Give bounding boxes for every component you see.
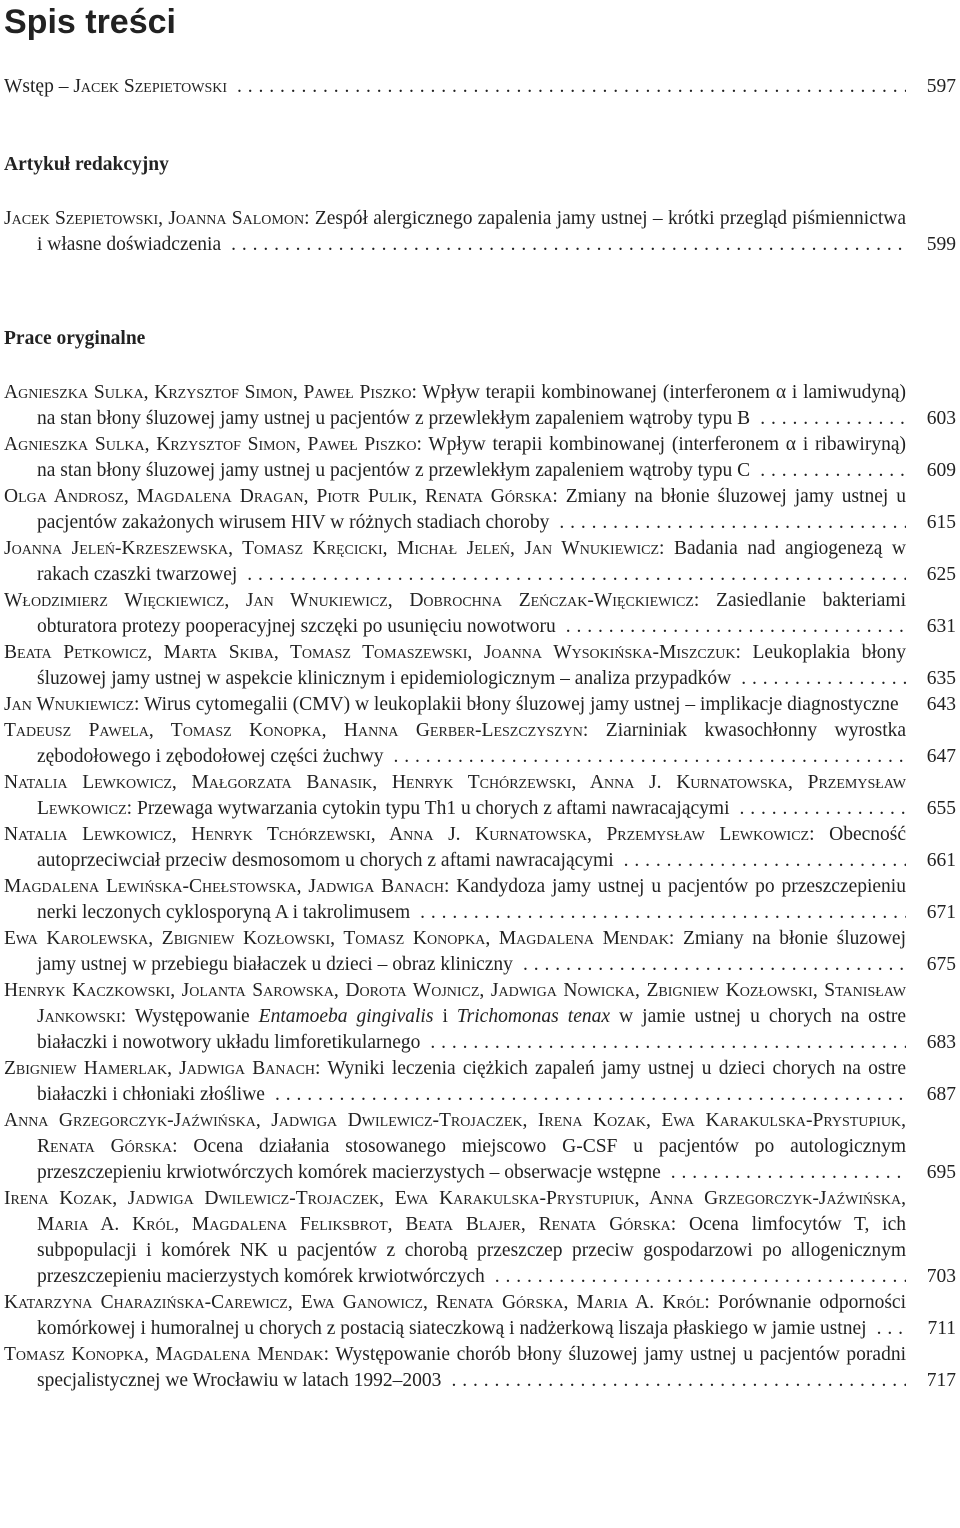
toc-entry[interactable] (4, 1290, 956, 1342)
entry-title: Kandydoza jamy ustnej u pacjentów po przeszczepieniu nerki leczonych cyklosporyną A i takrolimusem (37, 876, 906, 923)
entry-page-number: 683 (906, 1030, 956, 1056)
entry-text (4, 770, 906, 822)
toc-entry[interactable] (4, 206, 956, 258)
entry-authors: Tomasz Konopka, Magdalena Mendak: (4, 1344, 329, 1365)
entry-authors: Joanna Jeleń-Krzeszewska, Tomasz Kręcicki, Michał Jeleń, Jan Wnukiewicz: (4, 538, 665, 559)
entry-text (4, 74, 906, 100)
entry-last-line (4, 1110, 906, 1183)
entry-authors: Zbigniew Hamerlak, Jadwiga Banach: (4, 1058, 321, 1079)
entry-text (4, 874, 906, 926)
entry-text (4, 1342, 906, 1394)
entry-page-number: 597 (906, 74, 956, 100)
entry-title: Porównanie odporności komórkowej i humoralnej u chorych z postacią siateczkową i nadżerkową liszaja płaskiego w jamie ustnej (37, 1292, 906, 1339)
entry-page-number: 609 (906, 458, 956, 484)
entry-page-number: 703 (906, 1264, 956, 1290)
entry-page-number: 615 (906, 510, 956, 536)
toc-entry[interactable] (4, 1342, 956, 1394)
entry-authors: Natalia Lewkowicz, Henryk Tchórzewski, Anna J. Kurnatowska, Przemysław Lewkowicz: (4, 824, 815, 845)
entry-authors: Agnieszka Sulka, Krzysztof Simon, Paweł Piszko: (4, 382, 417, 403)
toc-entry[interactable] (4, 380, 956, 432)
toc-entry[interactable] (4, 692, 956, 718)
entry-last-line (4, 1058, 906, 1105)
toc-entry[interactable] (4, 588, 956, 640)
entry-page-number: 599 (906, 232, 956, 258)
entry-authors: Magdalena Lewińska-Chełstowska, Jadwiga Banach: (4, 876, 450, 897)
entry-text (4, 1186, 906, 1290)
entry-title: Wyniki leczenia ciężkich zapaleń jamy ustnej u dzieci chorych na ostre białaczki i chłoniaki złośliwe (37, 1058, 906, 1105)
spacer (4, 310, 960, 326)
toc-entry[interactable] (4, 1186, 956, 1290)
entry-page-number: 695 (906, 1160, 956, 1186)
entry-page-number: 643 (906, 692, 956, 718)
entry-page-number: 717 (906, 1368, 956, 1394)
toc-entry[interactable] (4, 484, 956, 536)
entry-last-line (4, 876, 906, 923)
toc-entry[interactable] (4, 718, 956, 770)
entry-last-line (4, 486, 906, 533)
entry-text (4, 432, 906, 484)
entry-authors: Ewa Karolewska, Zbigniew Kozłowski, Tomasz Konopka, Magdalena Mendak: (4, 928, 675, 949)
entry-page-number: 635 (906, 666, 956, 692)
entry-title-species: Entamoeba gingivalis (258, 1006, 434, 1027)
entry-authors: Beata Petkowicz, Marta Skiba, Tomasz Tomaszewski, Joanna Wysokińska-Miszczuk: (4, 642, 741, 663)
entry-page-number: 625 (906, 562, 956, 588)
entry-title: Badania nad angiogenezą w rakach czaszki twarzowej (37, 538, 906, 585)
entry-last-line (4, 208, 906, 255)
entry-title: Obecność autoprzeciwciał przeciw desmosomom u chorych z aftami nawracającymi (37, 824, 906, 871)
toc-entry[interactable] (4, 640, 956, 692)
entry-authors: Jacek Szepietowski, Joanna Salomon: (4, 208, 310, 229)
entry-title: Zespół alergicznego zapalenia jamy ustnej – krótki przegląd piśmiennictwa i własne doświadczenia (37, 208, 906, 255)
entry-page-number: 711 (906, 1316, 956, 1342)
entry-authors: Jacek Szepietowski (73, 76, 228, 97)
entry-title: Zmiany na błonie śluzowej jamy ustnej w przebiegu białaczek u dzieci – obraz kliniczny (37, 928, 906, 975)
entry-text (4, 926, 906, 978)
entry-title: Leukoplakia błony śluzowej jamy ustnej w aspekcie klinicznym i epidemiologicznym – analiza przypadków (37, 642, 906, 689)
entry-title: Wpływ terapii kombinowanej (interferonem α i ribawiryną) na stan błony śluzowej jamy ustnej u pacjentów z przewlekłym zapaleniem wątroby typu C (37, 434, 906, 481)
toc-entry[interactable] (4, 770, 956, 822)
entry-title: Zmiany na błonie śluzowej jamy ustnej u pacjentów zakażonych wirusem HIV w różnych stadiach choroby (37, 486, 906, 533)
entry-title-species: Trichomonas tenax (456, 1006, 611, 1027)
toc-entry[interactable] (4, 432, 956, 484)
entry-text (4, 1056, 906, 1108)
entry-title: Występowanie (134, 1006, 250, 1027)
entry-authors: Agnieszka Sulka, Krzysztof Simon, Paweł Piszko: (4, 434, 422, 455)
entry-text (4, 588, 906, 640)
entry-text (4, 1290, 906, 1342)
entry-authors: Katarzyna Charazińska-Carewicz, Ewa Ganowicz, Renata Górska, Maria A. Król: (4, 1292, 710, 1313)
entry-text (4, 484, 906, 536)
toc-entry[interactable] (4, 874, 956, 926)
entry-last-line (4, 434, 906, 481)
entry-last-line (4, 720, 906, 767)
entry-text (4, 640, 906, 692)
entry-title: Ocena działania stosowanego miejscowo G-CSF u pacjentów po autologicznym przeszczepieniu krwiotwórczych komórek macierzystych – obserwacje wstępne (37, 1136, 906, 1183)
toc-entry[interactable] (4, 822, 956, 874)
entry-last-line (4, 1188, 906, 1287)
entry-title: w jamie ustnej u chorych na ostre białaczki i nowotwory układu limforetikularnego (37, 1006, 906, 1053)
toc-entry[interactable] (4, 1108, 956, 1186)
entry-text (4, 536, 906, 588)
toc-entry[interactable] (4, 1056, 956, 1108)
entry-title: Wirus cytomegalii (CMV) w leukoplakii błony śluzowej jamy ustnej – implikacje diagnostyczne (144, 694, 899, 715)
entry-text (4, 206, 906, 258)
entry-authors: Irena Kozak, Jadwiga Dwilewicz-Trojaczek, Ewa Karakulska-Prystupiuk, Anna Grzegorczyk-Jaźwińska, Maria A. Król, Magdalena Feliksbrot, Beata Blajer, Renata Górska: (4, 1188, 906, 1235)
entry-text (4, 692, 906, 718)
entry-title: Ziarniniak kwasochłonny wyrostka zębodołowego i zębodołowej części żuchwy (37, 720, 906, 767)
section-heading: Prace oryginalne (4, 328, 146, 349)
intro-label: Wstęp – (4, 76, 69, 97)
entry-last-line (4, 590, 906, 637)
entry-authors: Tadeusz Pawela, Tomasz Konopka, Hanna Gerber-Leszczyszyn: (4, 720, 589, 741)
spacer (4, 178, 960, 206)
toc-entry[interactable] (4, 978, 956, 1056)
entry-page-number: 687 (906, 1082, 956, 1108)
entry-last-line (4, 76, 231, 97)
entry-page-number: 647 (906, 744, 956, 770)
toc-entry[interactable] (4, 536, 956, 588)
entry-text (4, 822, 906, 874)
entry-title: Wpływ terapii kombinowanej (interferonem α i lamiwudyną) na stan błony śluzowej jamy ustnej u pacjentów z przewlekłym zapaleniem wątroby typu B (37, 382, 906, 429)
entry-text (4, 978, 906, 1056)
entry-page-number: 675 (906, 952, 956, 978)
entry-text (4, 1108, 906, 1186)
entry-page-number: 655 (906, 796, 956, 822)
entry-authors: Włodzimierz Więckiewicz, Jan Wnukiewicz, Dobrochna Zeńczak-Więckiewicz: (4, 590, 700, 611)
entry-last-line (4, 980, 906, 1053)
entry-last-line (4, 382, 906, 429)
toc-entries-list (4, 380, 960, 1394)
page-title: Spis treści (4, 3, 176, 41)
entry-title: Ocena limfocytów T, ich subpopulacji i komórek NK u pacjentów z chorobą przeszczep przeciw gospodarzowi po allogenicznym przeszczepieniu macierzystych komórek krwiotwórczych (37, 1214, 906, 1287)
entry-page-number: 661 (906, 848, 956, 874)
entry-page-number: 603 (906, 406, 956, 432)
entry-last-line (4, 642, 906, 689)
entry-page-number: 631 (906, 614, 956, 640)
entry-title: Występowanie chorób błony śluzowej jamy ustnej u pacjentów poradni specjalistycznej we Wrocławiu w latach 1992–2003 (37, 1344, 906, 1391)
spacer (4, 100, 960, 152)
spacer (4, 258, 960, 310)
entry-authors: Henryk Kaczkowski, Jolanta Sarowska, Dorota Wojnicz, Jadwiga Nowicka, Zbigniew Kozłowski, Stanisław Jankowski: (4, 980, 906, 1027)
entry-page-number: 671 (906, 900, 956, 926)
entry-last-line (4, 772, 906, 819)
entry-last-line (4, 1344, 906, 1391)
entry-authors: Anna Grzegorczyk-Jaźwińska, Jadwiga Dwilewicz-Trojaczek, Irena Kozak, Ewa Karakulska-Prystupiuk, Renata Górska: (4, 1110, 906, 1157)
spacer (4, 46, 960, 74)
entry-last-line (4, 694, 903, 715)
entry-title: i (442, 1006, 448, 1027)
toc-entry[interactable] (4, 926, 956, 978)
entry-last-line (4, 538, 906, 585)
entry-title: Przewaga wytwarzania cytokin typu Th1 u chorych z aftami nawracającymi (136, 798, 730, 819)
section-heading: Artykuł redakcyjny (4, 154, 169, 175)
spacer (4, 352, 960, 380)
entry-last-line (4, 928, 906, 975)
entry-authors: Natalia Lewkowicz, Małgorzata Banasik, Henryk Tchórzewski, Anna J. Kurnatowska, Przemysław Lewkowicz: (4, 772, 906, 819)
entry-authors: Jan Wnukiewicz: (4, 694, 140, 715)
entry-last-line (4, 1292, 906, 1339)
entry-last-line (4, 824, 906, 871)
entry-title: Zasiedlanie bakteriami obturatora protezy pooperacyjnej szczęki po usunięciu nowotworu (37, 590, 906, 637)
entry-authors: Olga Androsz, Magdalena Dragan, Piotr Pulik, Renata Górska: (4, 486, 558, 507)
entry-text (4, 380, 906, 432)
entry-text (4, 718, 906, 770)
toc-entry-intro[interactable] (4, 74, 956, 100)
